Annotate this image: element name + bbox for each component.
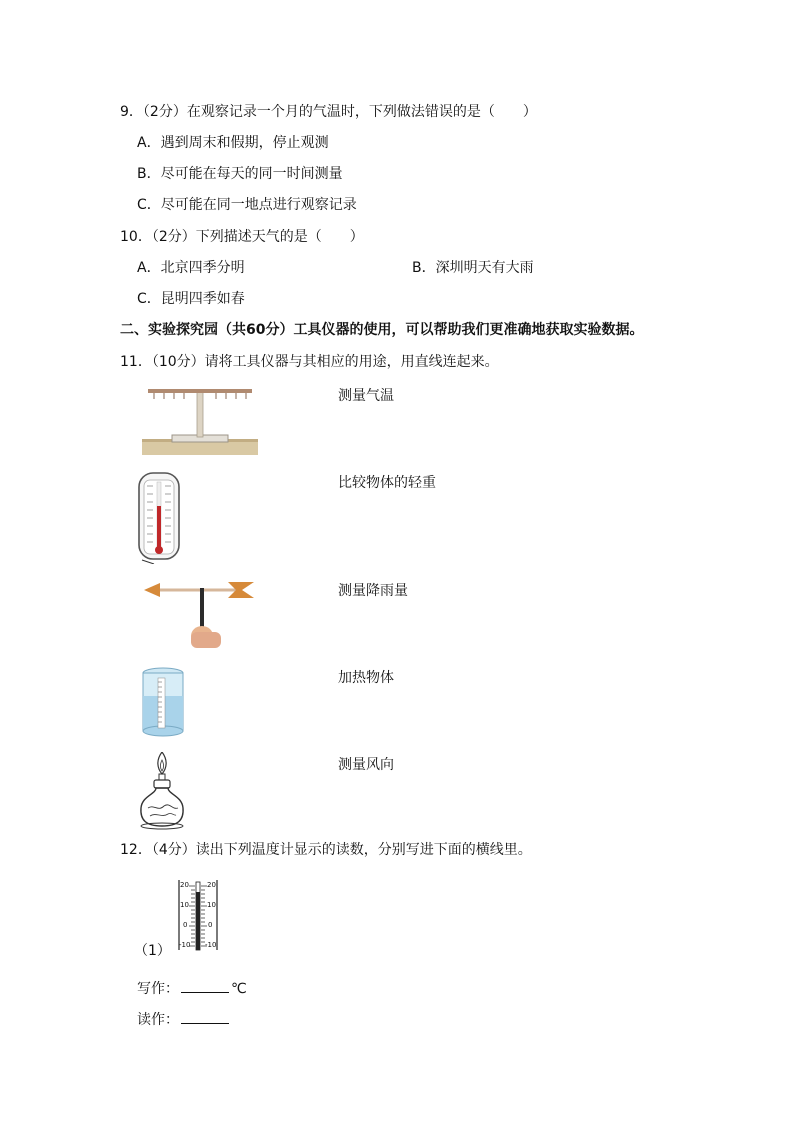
read-as-line: [137, 1009, 231, 1028]
q12-stem: 12．（4分）读出下列温度计显示的读数，分别写进下面的横线里。: [120, 842, 532, 858]
q10-stem: 10．（2分）下列描述天气的是（ ）: [120, 229, 364, 245]
reading-thermometer: [176, 878, 220, 952]
q10-option-a: A．北京四季分明: [137, 260, 245, 276]
tick-right-10: 10: [207, 901, 216, 909]
q9-stem: 9．（2分）在观察记录一个月的气温时，下列做法错误的是（ ）: [120, 104, 537, 120]
use-measure-rainfall: 测量降雨量: [338, 583, 408, 599]
rain-gauge-image: [140, 666, 186, 738]
tick-right-0: 0: [208, 921, 213, 929]
q10-option-b: B．深圳明天有大雨: [412, 260, 534, 276]
use-measure-wind-direction: 测量风向: [338, 757, 394, 773]
write-as-label: 写作：: [137, 981, 179, 997]
tick-left-minus10: -10: [179, 941, 191, 949]
use-compare-weight: 比较物体的轻重: [338, 475, 436, 491]
section2-heading: 二、实验探究园（共60分）工具仪器的使用，可以帮助我们更准确地获取实验数据。: [120, 322, 644, 338]
q11-stem: 11．（10分）请将工具仪器与其相应的用途，用直线连起来。: [120, 354, 499, 370]
celsius-unit: ℃: [231, 981, 247, 997]
write-as-blank[interactable]: [181, 978, 229, 993]
wind-vane-image: [144, 580, 254, 648]
q10-option-c: C．昆明四季如春: [137, 291, 245, 307]
tick-right-20: 20: [207, 881, 216, 889]
q9-option-c: C．尽可能在同一地点进行观察记录: [137, 197, 357, 213]
q9-option-a: A．遇到周末和假期，停止观测: [137, 135, 329, 151]
tick-left-10: 10: [180, 901, 189, 909]
q9-option-b: B．尽可能在每天的同一时间测量: [137, 166, 343, 182]
use-measure-temperature: 测量气温: [338, 388, 394, 404]
tick-right-minus10: -10: [205, 941, 217, 949]
balance-scale-image: [142, 383, 258, 455]
read-as-label: 读作：: [137, 1012, 179, 1028]
q12-sub-label: （1）: [134, 943, 171, 959]
read-as-blank[interactable]: [181, 1009, 229, 1024]
tick-left-20: 20: [180, 881, 189, 889]
write-as-line: [137, 978, 247, 997]
use-heat-object: 加热物体: [338, 670, 394, 686]
alcohol-lamp-image: [138, 752, 186, 830]
thermometer-image: [138, 472, 180, 564]
tick-left-0: 0: [183, 921, 188, 929]
